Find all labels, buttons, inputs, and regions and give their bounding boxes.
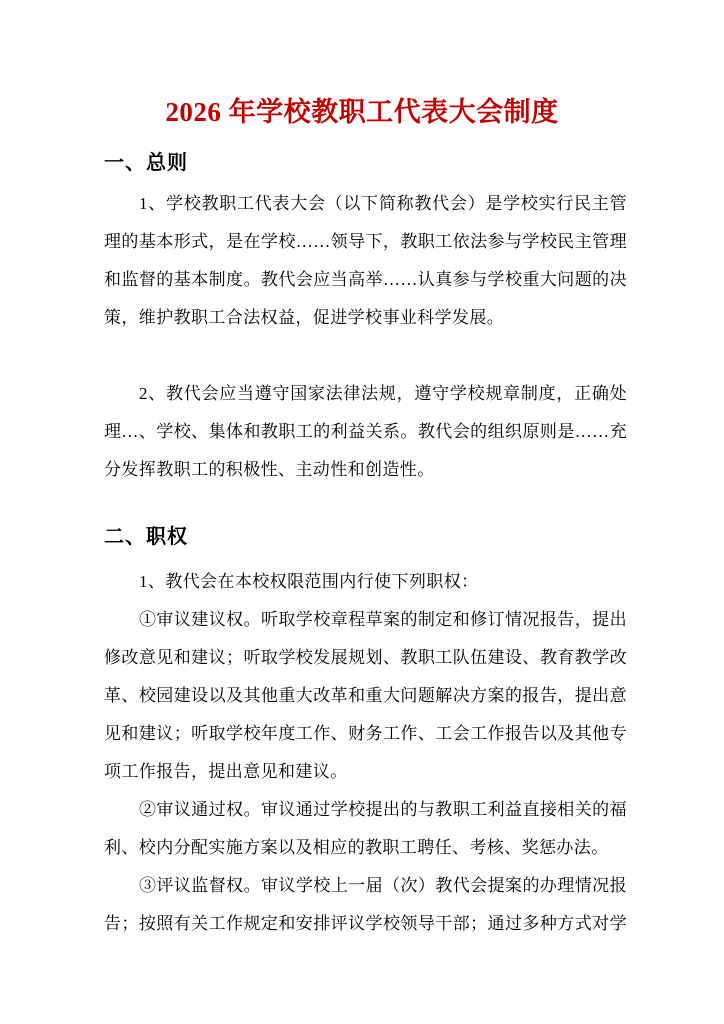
paragraph-line: 利、校内分配实施方案以及相应的教职工聘任、考核、奖惩办法。 (104, 838, 609, 857)
paragraph-line: 修改意见和建议；听取学校发展规划、教职工队伍建设、教育教学改 (104, 648, 627, 667)
paragraph-line: 见和建议；听取学校年度工作、财务工作、工会工作报告以及其他专 (104, 724, 627, 743)
paragraph-line: ①审议建议权。听取学校章程草案的制定和修订情况报告，提出 (139, 610, 627, 629)
paragraph-line: 策，维护教职工合法权益，促进学校事业科学发展。 (104, 308, 505, 327)
document-title: 2026 年学校教职工代表大会制度 (165, 97, 559, 127)
paragraph-line: 1、教代会在本校权限范围内行使下列职权： (139, 572, 479, 591)
paragraph-line: 革、校园建设以及其他重大改革和重大问题解决方案的报告，提出意 (104, 686, 627, 705)
paragraph-line: 和监督的基本制度。教代会应当高举……认真参与学校重大问题的决 (104, 270, 627, 289)
paragraph-line: ②审议通过权。审议通过学校提出的与教职工利益直接相关的福 (139, 800, 627, 819)
paragraph-power-2-approval (104, 791, 627, 867)
paragraph-general-1 (104, 185, 627, 337)
paragraph-line: 项工作报告，提出意见和建议。 (104, 762, 348, 781)
paragraph-line: 2、教代会应当遵守国家法律法规，遵守学校规章制度，正确处 (139, 384, 627, 403)
paragraph-power-3-supervision (104, 867, 627, 943)
section-heading-general-provisions: 一、总则 (104, 152, 188, 174)
paragraph-line: 分发挥教职工的积极性、主动性和创造性。 (104, 460, 435, 479)
paragraph-power-1-deliberation (104, 601, 627, 791)
paragraph-powers-intro (104, 563, 627, 601)
paragraph-line: 理的基本形式，是在学校……领导下，教职工依法参与学校民主管理 (104, 232, 627, 251)
paragraph-line: ③评议监督权。审议学校上一届（次）教代会提案的办理情况报 (139, 876, 627, 895)
section-heading-powers: 二、职权 (104, 526, 188, 548)
paragraph-line: 1、学校教职工代表大会（以下简称教代会）是学校实行民主管 (139, 194, 627, 213)
paragraph-line: 理…、学校、集体和教职工的利益关系。教代会的组织原则是……充 (104, 422, 627, 441)
paragraph-general-2 (104, 375, 627, 489)
paragraph-line: 告；按照有关工作规定和安排评议学校领导干部；通过多种方式对学 (104, 914, 627, 933)
